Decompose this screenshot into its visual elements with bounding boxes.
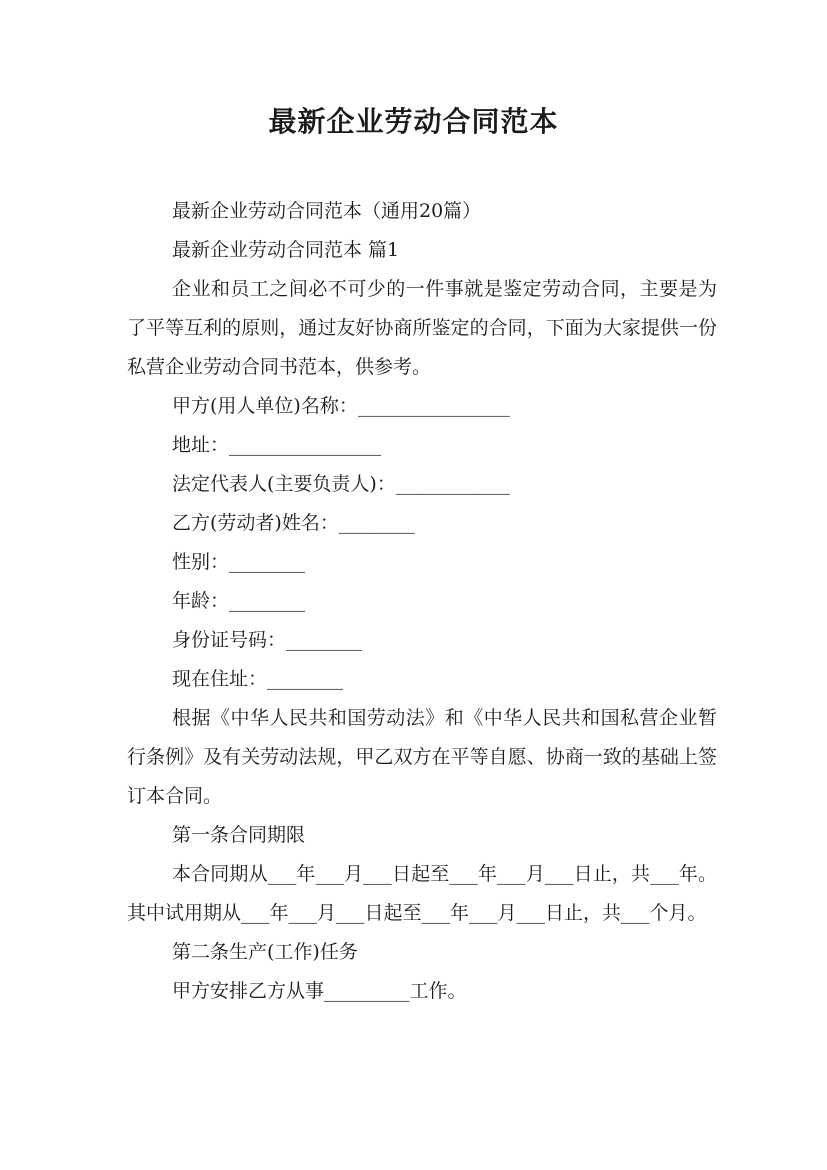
- article-1-heading: 第一条合同期限: [172, 824, 306, 846]
- field-gender: 性别：________: [172, 551, 306, 573]
- paragraph-intro: 企业和员工之间必不可少的一件事就是鉴定劳动合同，主要是为了平等互利的原则，通过友好协商所鉴定的合同，下面为大家提供一份私营企业劳动合同书范本，供参考。: [127, 278, 717, 378]
- paragraph-legal-basis: 根据《中华人民共和国劳动法》和《中华人民共和国私营企业暂行条例》及有关劳动法规，甲乙双方在平等自愿、协商一致的基础上签订本合同。: [127, 707, 717, 807]
- field-current-address: 现在住址：________: [172, 668, 344, 690]
- article-2-heading: 第二条生产(工作)任务: [172, 941, 358, 963]
- article-2-body: 甲方安排乙方从事_________工作。: [172, 980, 467, 1002]
- field-age: 年龄：________: [172, 590, 306, 612]
- field-legal-representative: 法定代表人(主要负责人)：____________: [172, 473, 510, 495]
- paragraph-subtitle: 最新企业劳动合同范本（通用20篇）: [172, 200, 482, 222]
- paragraph-section-heading: 最新企业劳动合同范本 篇1: [172, 239, 400, 261]
- document-body: [127, 192, 717, 1011]
- document-title: 最新企业劳动合同范本: [268, 105, 559, 138]
- article-1-body: 本合同期从___年___月___日起至___年___月___日止，共___年。其中试用期从___年___月___日起至___年___月___日止，共___个月。: [127, 863, 717, 924]
- field-party-b-name: 乙方(劳动者)姓名：________: [172, 512, 415, 534]
- field-address: 地址：________________: [172, 434, 382, 456]
- field-id-number: 身份证号码：________: [172, 629, 363, 651]
- field-party-a-name: 甲方(用人单位)名称：________________: [172, 395, 510, 417]
